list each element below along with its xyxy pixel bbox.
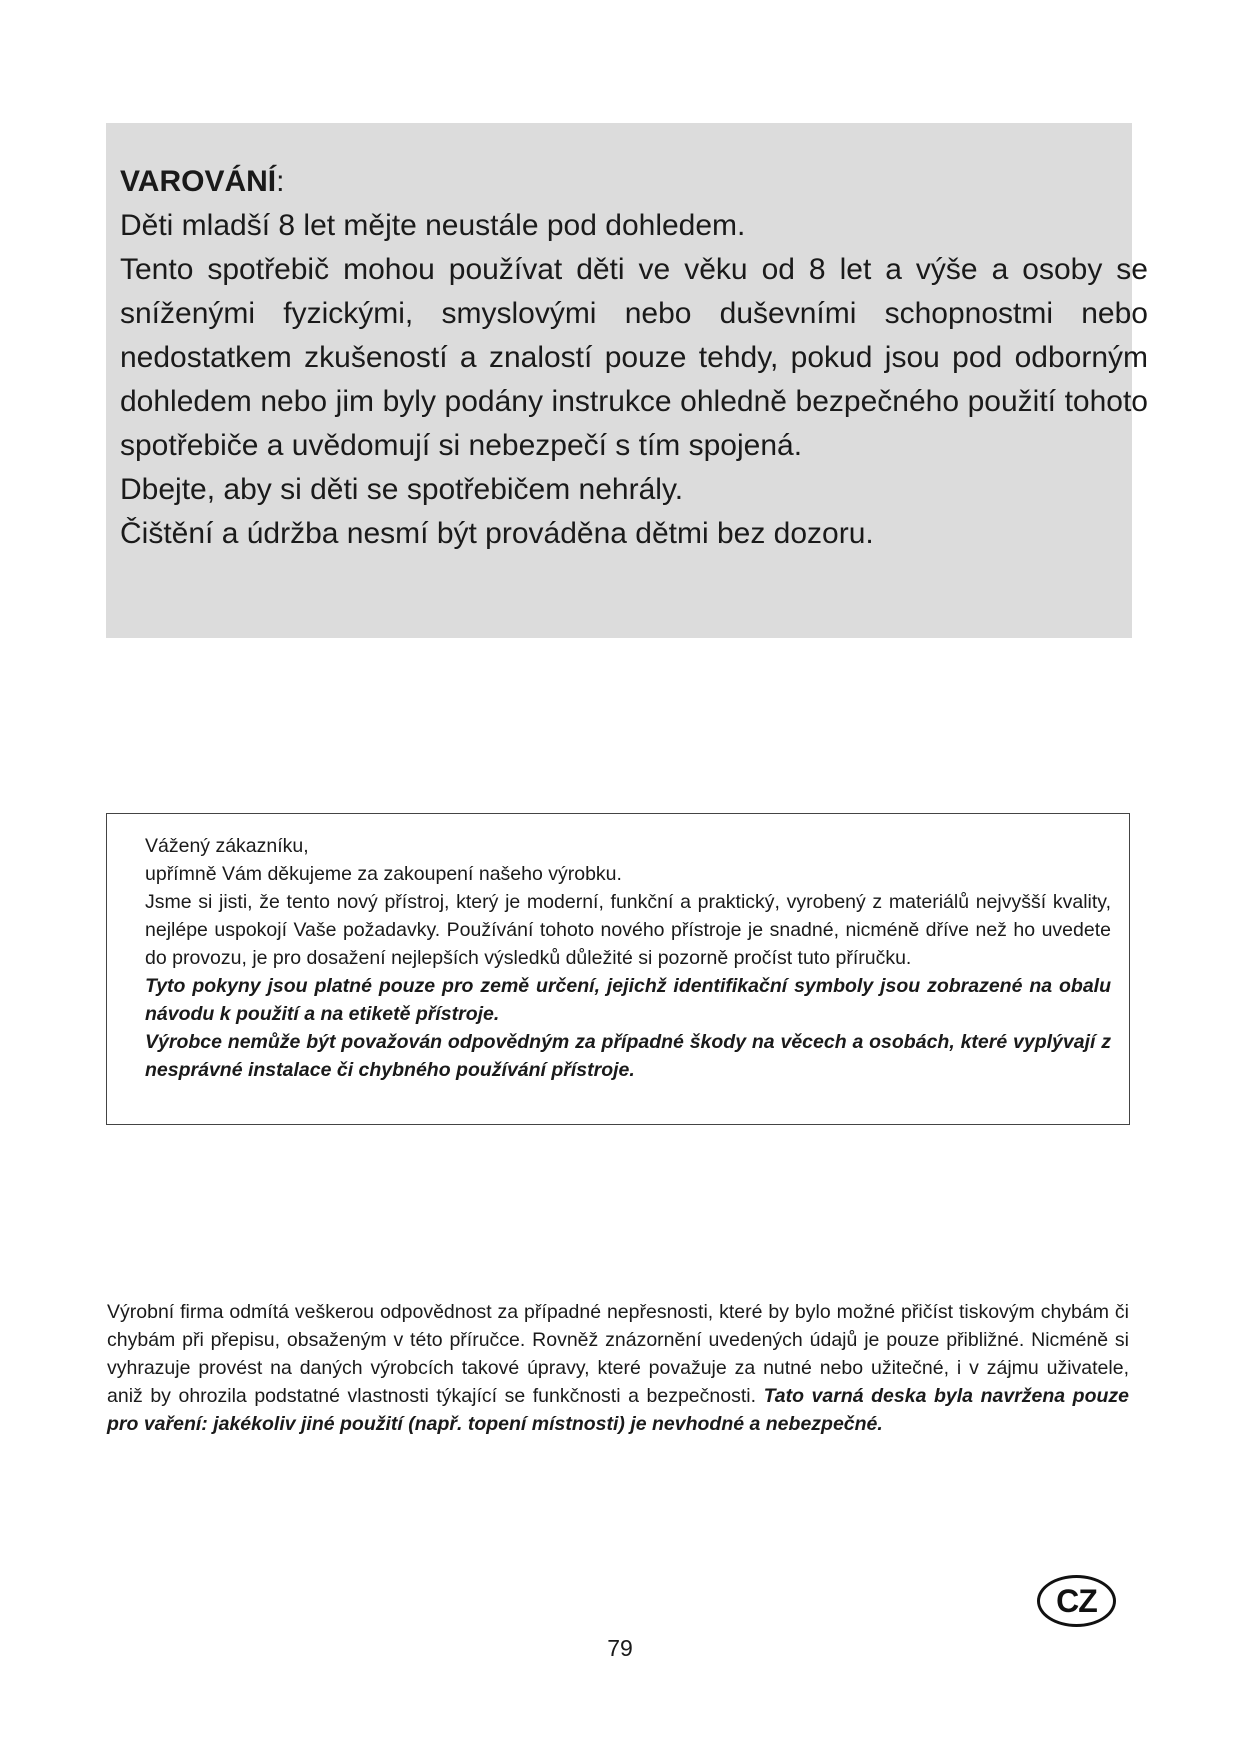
warning-line-play: Dbejte, aby si děti se spotřebičem nehrály. [120,473,684,506]
customer-liability-note: Výrobce nemůže být považován odpovědným za případné škody na věcech a osobách, které vyplývají z nesprávné instalace či chybného používání přístroje. [145,1031,1111,1081]
disclaimer-text: Výrobní firma odmítá veškerou odpovědnost za případné nepřesnosti, které by bylo možné přičíst tiskovým chybám či chybám při přepisu, obsaženým v této příručce. Rovněž znázornění uvedených údajů je pouze přibližné. Nicméně si vyhrazuje provést na daných výrobcích takové úpravy, které považuje za nutné nebo užitečné, i v zájmu uživatele, aniž by ohrozila podstatné vlastnosti týkající se funkčnosti a bezpečnosti. [107,1301,1129,1407]
warning-line-cleaning: Čištění a údržba nesmí být prováděna dětmi bez dozoru. [120,517,874,550]
disclaimer-emphasis: Tato varná deska byla navržena pouze pro vaření: jakékoliv jiné použití (např. topení místnosti) je nevhodné a nebezpečné. [107,1385,1129,1435]
disclaimer-section [107,1298,1129,1438]
customer-validity-note: Tyto pokyny jsou platné pouze pro země určení, jejichž identifikační symboly jsou zobrazené na obalu návodu k použití a na etiketě přístroje. [145,975,1111,1025]
disclaimer-paragraph [107,1298,1129,1438]
page-number: 79 [607,1635,633,1661]
country-code-label: CZ [1056,1582,1097,1619]
warning-title-colon: : [276,165,285,198]
warning-paragraph-usage: Tento spotřebič mohou používat děti ve věku od 8 let a výše a osoby se sníženými fyzickými, smyslovými nebo duševními schopnostmi nebo nedostatkem zkušeností a znalostí pouze tehdy, pokud jsou pod odborným dohledem nebo jim byly podány instrukce ohledně bezpečného použití tohoto spotřebiče a uvědomují si nebezpečí s tím spojená. [120,253,1148,462]
customer-greeting: Vážený zákazníku, [145,835,309,857]
warning-title: VAROVÁNÍ [120,165,277,198]
warning-line-supervision: Děti mladší 8 let mějte neustále pod dohledem. [120,209,746,242]
warning-heading [120,160,1148,204]
customer-section [145,832,1111,1084]
customer-thanks: upřímně Vám děkujeme za zakoupení našeho výrobku. [145,863,622,885]
warning-section [120,160,1148,556]
customer-body: Jsme si jisti, že tento nový přístroj, který je moderní, funkční a praktický, vyrobený z materiálů nejvyšší kvality, nejlépe uspokojí Vaše požadavky. Používání tohoto nového přístroje je snadné, nicméně dříve než ho uvedete do provozu, je pro dosažení nejlepších výsledků důležité si pozorně pročíst tuto příručku. [145,891,1111,969]
country-code-badge [1037,1575,1116,1627]
